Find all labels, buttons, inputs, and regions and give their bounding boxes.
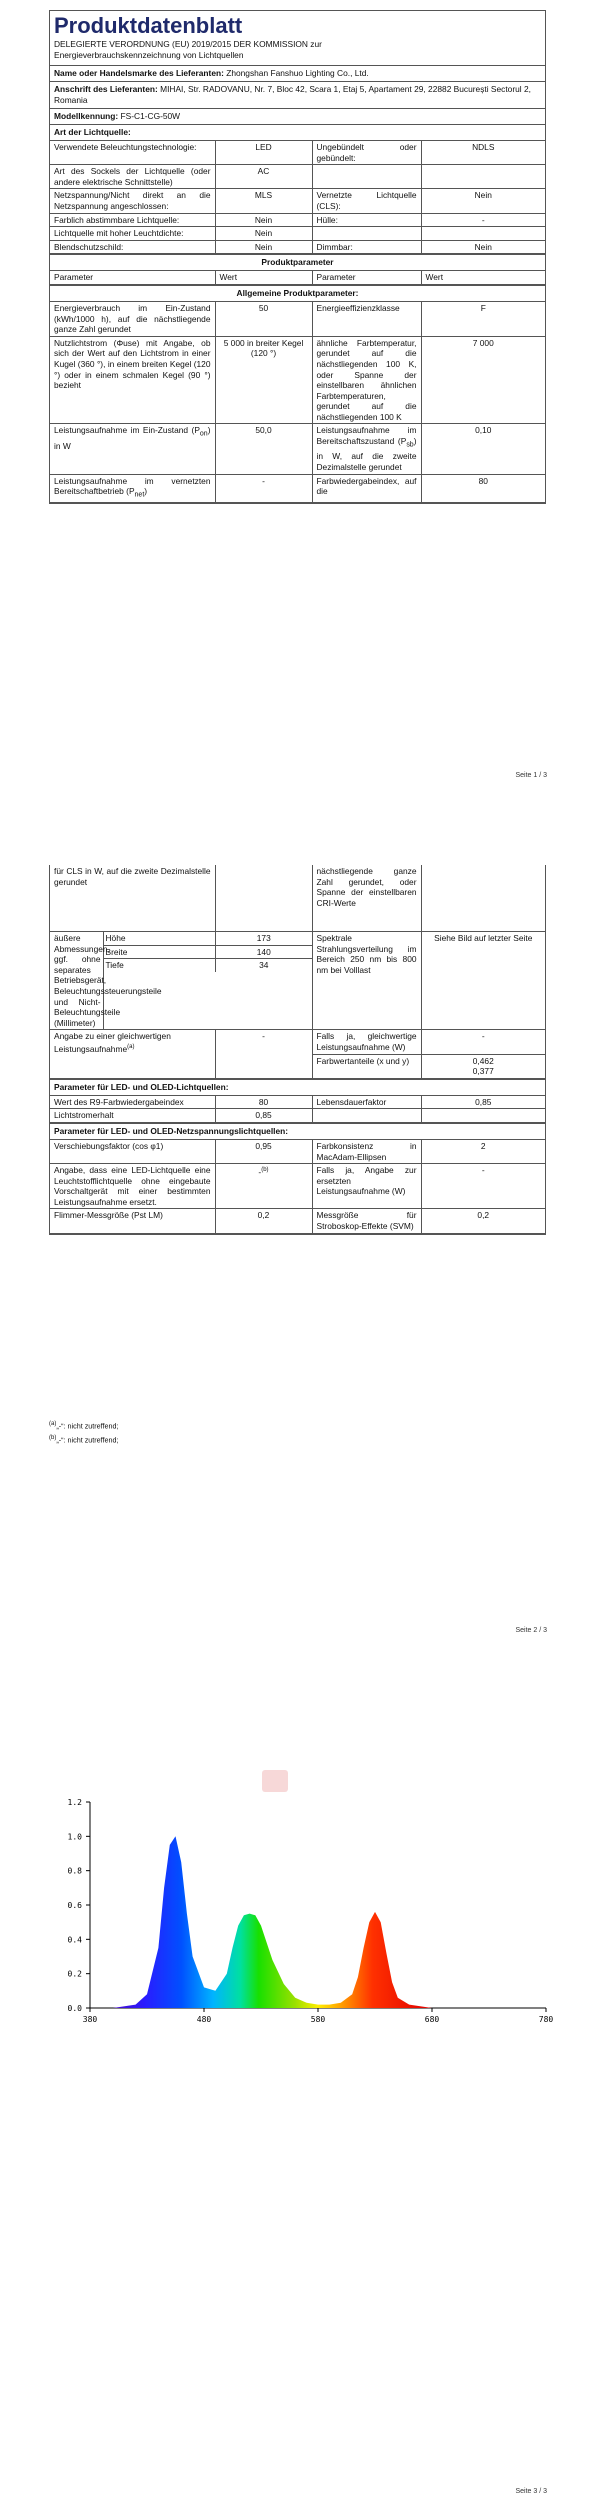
footnote-mark: (a) xyxy=(127,1043,135,1050)
param-cell: Nutzlichtstrom (Φuse) mit Angabe, ob sich der Wert auf den Lichtstrom in einer Kugel (360 °), in einem breiten Kegel (120 °) oder in einem schmalen Kegel (90 °) bezieht xyxy=(50,336,215,424)
param-cell: Farbwiedergabeindex, auf die xyxy=(312,474,421,503)
led-oled-table xyxy=(50,1096,545,1123)
supplier-address-row xyxy=(50,82,545,109)
table-row xyxy=(50,240,545,254)
table-row xyxy=(50,213,545,227)
dimension-value: 173 xyxy=(216,932,312,945)
page-1 xyxy=(0,0,591,795)
x-tick-label: 480 xyxy=(196,2015,212,2024)
supplier-address: MIHAI, Str. RADOVANU, Nr. 7, Bloc 42, Scara 1, Etaj 5, Apartament 29, 22882 București Sectorul 2, Romania xyxy=(54,84,531,105)
footnote-b xyxy=(49,1432,119,1446)
table-row xyxy=(50,302,545,336)
value-text: - xyxy=(258,1166,262,1177)
value-cell: 7 000 xyxy=(421,336,545,424)
dimension-row xyxy=(104,945,312,959)
param-cell: Ungebündelt oder gebündelt: xyxy=(312,141,421,165)
x-tick-label: 380 xyxy=(82,2015,98,2024)
param-subscript: sb xyxy=(406,441,414,449)
footnotes xyxy=(49,1418,119,1447)
param-cell: Blendschutzschild: xyxy=(50,240,215,254)
datasheet-page-1 xyxy=(49,10,546,504)
param-cell: Energieverbrauch im Ein-Zustand (kWh/1000 h), auf die nächstliegende ganze Zahl gerundet xyxy=(50,302,215,336)
param-cell: Angabe, dass eine LED-Lichtquelle eine Leuchtstofflichtquelle ohne eingebaute Vorschaltgerät mit einer bestimmten Leistungsaufnahme ersetzt. xyxy=(50,1164,215,1209)
param-cell xyxy=(50,1030,215,1078)
supplier-name: Zhongshan Fanshuo Lighting Co., Ltd. xyxy=(226,68,369,78)
param-cell xyxy=(50,474,215,503)
led-oled-mains-heading: Parameter für LED- und OLED-Netzspannungslichtquellen: xyxy=(50,1123,545,1140)
table-row xyxy=(50,932,545,1030)
footnote-a xyxy=(49,1418,119,1432)
param-cell: Lichtquelle mit hoher Leuchtdichte: xyxy=(50,227,215,241)
dimensions-table xyxy=(104,932,312,972)
param-cell: Dimmbar: xyxy=(312,240,421,254)
supplier-address-label: Anschrift des Lieferanten: xyxy=(54,84,158,94)
param-text: Leistungsaufnahme im Bereitschaftszustand (P xyxy=(316,425,417,447)
param-cell: Falls ja, gleichwertige Leistungsaufnahme (W) xyxy=(312,1030,421,1054)
dimensions-label: äußere Abmessungen, ggf. ohne separates Betriebsgerät, Beleuchtungssteuerungsteile und Nicht-Beleuchtungsteile (Millimeter) xyxy=(50,932,103,1030)
led-oled-heading: Parameter für LED- und OLED-Lichtquellen: xyxy=(50,1079,545,1096)
supplier-name-label: Name oder Handelsmarke des Lieferanten: xyxy=(54,68,224,78)
page-number: Seite 1 / 3 xyxy=(515,772,547,779)
chroma-x-value: 0,462 xyxy=(472,1055,494,1066)
table-row xyxy=(50,227,545,241)
value-cell: Nein xyxy=(215,227,312,241)
param-cell: Lichtstromerhalt xyxy=(50,1109,215,1123)
table-row xyxy=(50,424,545,474)
page-2 xyxy=(0,795,591,1650)
value-cell: 0,85 xyxy=(215,1109,312,1123)
spectrum-svg xyxy=(40,1790,560,2030)
general-params-table xyxy=(50,302,545,503)
table-row xyxy=(50,1140,545,1164)
header-block xyxy=(50,11,545,66)
param-cell xyxy=(312,227,421,241)
param-cell: nächstliegende ganze Zahl gerundet, oder Spanne der einstellbaren CRI-Werte xyxy=(312,865,421,932)
param-cell: Farbwertanteile (x und y) xyxy=(312,1054,421,1078)
param-cell: Messgröße für Stroboskop-Effekte (SVM) xyxy=(312,1209,421,1233)
value-cell: Siehe Bild auf letzter Seite xyxy=(421,932,545,1030)
table-row xyxy=(50,189,545,213)
y-tick-label: 0.2 xyxy=(67,1969,82,1979)
page-3 xyxy=(0,1650,591,2510)
value-cell: 80 xyxy=(215,1096,312,1109)
param-cell: Verschiebungsfaktor (cos φ1) xyxy=(50,1140,215,1164)
param-cell xyxy=(50,424,215,474)
param-cell: Falls ja, Angabe zur ersetzten Leistungsaufnahme (W) xyxy=(312,1164,421,1209)
general-params-table-continued xyxy=(50,865,545,1079)
table-row xyxy=(50,1164,545,1209)
y-tick-label: 1.2 xyxy=(67,1798,82,1807)
value-cell: 0,85 xyxy=(421,1096,545,1109)
y-tick-label: 0.6 xyxy=(67,1901,82,1910)
param-cell xyxy=(312,1109,421,1123)
table-row xyxy=(50,474,545,503)
param-subscript: net xyxy=(134,491,145,499)
dimensions-cell xyxy=(103,932,312,1030)
value-cell: 0,95 xyxy=(215,1140,312,1164)
param-text: ) in W xyxy=(54,425,211,451)
value-cell: 50,0 xyxy=(215,424,312,474)
value-cell: - xyxy=(215,1030,312,1078)
chart-area xyxy=(90,1836,546,2008)
footnote-mark: (b) xyxy=(261,1167,269,1174)
value-cell: 5 000 in breiter Kegel (120 °) xyxy=(215,336,312,424)
light-source-type-heading: Art der Lichtquelle: xyxy=(50,125,545,141)
y-tick-label: 0.4 xyxy=(67,1935,82,1945)
page-title: Produktdatenblatt xyxy=(54,13,243,38)
regulation-line-2: Energieverbrauchskennzeichnung von Lichtquellen xyxy=(54,50,244,60)
supplier-name-row xyxy=(50,66,545,82)
datasheet-page-2 xyxy=(49,865,546,1235)
x-tick-label: 680 xyxy=(424,2015,440,2024)
value-cell: Nein xyxy=(421,240,545,254)
value-cell: 2 xyxy=(421,1140,545,1164)
column-header-parameter: Parameter xyxy=(50,271,215,284)
value-cell: AC xyxy=(215,165,312,189)
dimension-value: 140 xyxy=(216,945,312,959)
dimension-row xyxy=(104,932,312,945)
stamp-mark xyxy=(262,1770,288,1792)
value-cell xyxy=(421,1109,545,1123)
dimension-name: Breite xyxy=(104,945,216,959)
table-row xyxy=(50,1096,545,1109)
param-text: Angabe zu einer gleichwertigen Leistungsaufnahme xyxy=(54,1031,171,1054)
column-header-wert: Wert xyxy=(421,271,545,284)
value-cell xyxy=(421,165,545,189)
spectrum-area xyxy=(90,1836,546,2008)
table-row xyxy=(50,336,545,424)
value-cell: 80 xyxy=(421,474,545,503)
product-params-heading: Produktparameter xyxy=(50,254,545,271)
column-header-wert: Wert xyxy=(215,271,312,284)
model-row xyxy=(50,109,545,125)
param-cell: Lebensdauerfaktor xyxy=(312,1096,421,1109)
value-cell: 0,10 xyxy=(421,424,545,474)
table-row xyxy=(50,1209,545,1233)
value-cell xyxy=(421,1054,545,1078)
led-oled-mains-table xyxy=(50,1140,545,1234)
table-row xyxy=(50,865,545,932)
value-cell xyxy=(215,865,312,932)
value-cell: 0,2 xyxy=(421,1209,545,1233)
param-cell: Flimmer-Messgröße (Pst LM) xyxy=(50,1209,215,1233)
dimension-value: 34 xyxy=(216,959,312,972)
dimension-name: Tiefe xyxy=(105,960,124,971)
x-tick-label: 780 xyxy=(538,2015,554,2024)
param-cell: Verwendete Beleuchtungstechnologie: xyxy=(50,141,215,165)
table-row xyxy=(50,141,545,165)
value-cell xyxy=(421,227,545,241)
value-cell: Nein xyxy=(215,240,312,254)
table-row xyxy=(50,165,545,189)
value-cell xyxy=(421,865,545,932)
table-header-row xyxy=(50,271,545,284)
y-tick-label: 0.0 xyxy=(67,2004,82,2013)
y-tick-label: 1.0 xyxy=(67,1832,82,1842)
column-header-table xyxy=(50,271,545,285)
param-cell: Art des Sockels der Lichtquelle (oder andere elektrische Schnittstelle) xyxy=(50,165,215,189)
param-cell: Farbkonsistenz in MacAdam-Ellipsen xyxy=(312,1140,421,1164)
model-label: Modellkennung: xyxy=(54,111,119,121)
value-cell xyxy=(215,1164,312,1209)
page-number: Seite 2 / 3 xyxy=(515,1627,547,1634)
param-text: ) xyxy=(144,486,148,497)
column-header-parameter: Parameter xyxy=(312,271,421,284)
param-text: Leistungsaufnahme im Ein-Zustand (P xyxy=(54,425,200,436)
value-cell: F xyxy=(421,302,545,336)
table-row xyxy=(50,1109,545,1123)
param-cell: für CLS in W, auf die zweite Dezimalstelle gerundet xyxy=(50,865,215,932)
footnote-mark: (a) xyxy=(49,1421,57,1427)
page-number: Seite 3 / 3 xyxy=(515,2488,547,2495)
param-cell: Farblich abstimmbare Lichtquelle: xyxy=(50,213,215,227)
param-cell xyxy=(312,424,421,474)
model-id: FS-C1-CG-50W xyxy=(120,111,181,121)
regulation-line-1: DELEGIERTE VERORDNUNG (EU) 2019/2015 DER KOMMISSION zur xyxy=(54,39,322,49)
value-cell: - xyxy=(215,474,312,503)
value-cell: NDLS xyxy=(421,141,545,165)
value-cell: LED xyxy=(215,141,312,165)
general-params-heading: Allgemeine Produktparameter: xyxy=(50,285,545,302)
param-cell: Energieeffizienzklasse xyxy=(312,302,421,336)
table-row xyxy=(50,1030,545,1054)
footnote-mark: (b) xyxy=(49,1435,57,1442)
x-tick-label: 580 xyxy=(310,2015,326,2024)
chart-axes xyxy=(68,1798,554,2024)
value-cell: 50 xyxy=(215,302,312,336)
param-subscript: on xyxy=(199,431,208,439)
param-cell: ähnliche Farbtemperatur, gerundet auf die nächstliegenden 100 K, oder Spanne der einstellbaren ähnlichen Farbtemperaturen, gerundet auf die nächstliegenden 100 K xyxy=(312,336,421,424)
value-cell: MLS xyxy=(215,189,312,213)
param-text: Leistungsaufnahme im vernetzten Bereitschaftbetrieb (P xyxy=(54,475,211,497)
light-source-type-table xyxy=(50,141,545,254)
footnote-text: „-“: nicht zutreffend; xyxy=(56,1421,119,1431)
footnote-text: „-“: nicht zutreffend; xyxy=(56,1435,119,1445)
value-cell: - xyxy=(421,1164,545,1209)
param-cell: Spektrale Strahlungsverteilung im Bereich 250 nm bis 800 nm bei Volllast xyxy=(312,932,421,1030)
param-cell xyxy=(312,165,421,189)
value-cell: - xyxy=(421,213,545,227)
value-cell: - xyxy=(421,1030,545,1054)
param-text: ) in W, auf die zweite Dezimalstelle gerundet xyxy=(316,436,417,472)
chroma-y-value: 0,377 xyxy=(472,1066,494,1077)
value-cell: Nein xyxy=(215,213,312,227)
spectral-distribution-chart xyxy=(40,1790,560,2030)
dimension-row xyxy=(104,959,312,972)
y-tick-label: 0.8 xyxy=(67,1866,82,1876)
param-cell: Vernetzte Lichtquelle (CLS): xyxy=(312,189,421,213)
dimension-name: Höhe xyxy=(104,932,216,945)
value-cell: Nein xyxy=(421,189,545,213)
param-cell: Hülle: xyxy=(312,213,421,227)
param-cell: Wert des R9-Farbwiedergabeindex xyxy=(50,1096,215,1109)
value-cell: 0,2 xyxy=(215,1209,312,1233)
param-cell: Netzspannung/Nicht direkt an die Netzspannung angeschlossen: xyxy=(50,189,215,213)
